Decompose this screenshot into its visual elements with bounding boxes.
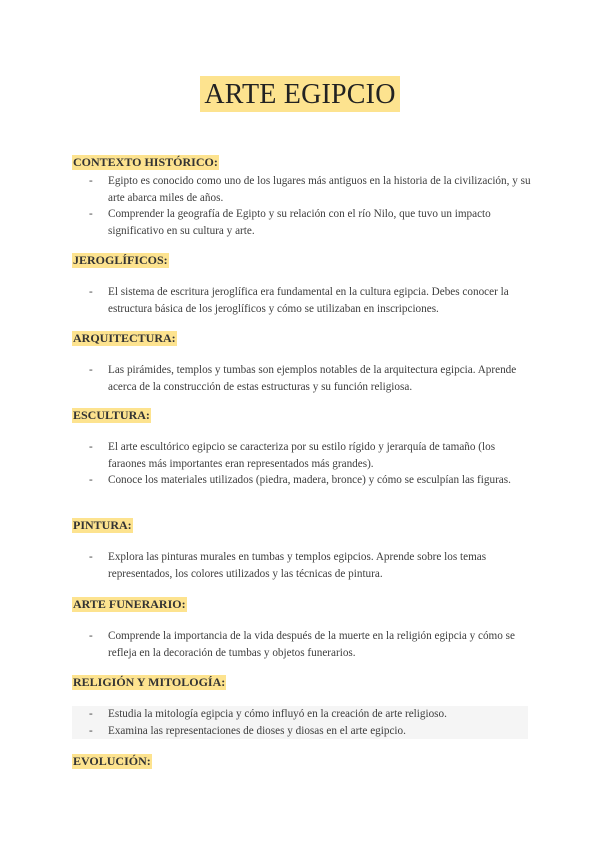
list-item: - Explora las pinturas murales en tumbas y templos egipcios. Aprende sobre los temas representados, los colores utilizados y las técnicas de pintura. [89,551,487,580]
dash-bullet-icon: - [89,441,93,453]
list-item: - Las pirámides, templos y tumbas son ejemplos notables de la arquitectura egipcia. Aprende acerca de la construcción de estas estructuras y su función religiosa. [89,364,517,393]
list-item: - Egipto es conocido como uno de los lugares más antiguos en la historia de la civilización, y su arte abarca miles de años. [89,175,531,204]
section-escultura [72,406,532,489]
dash-bullet-icon: - [89,364,93,376]
section-pintura [72,516,532,582]
list-item: - Comprende la importancia de la vida después de la muerte en la religión egipcia y cómo se refleja en la decoración de tumbas y objetos funerarios. [89,630,515,659]
list-item: - El sistema de escritura jeroglífica era fundamental en la cultura egipcia. Debes conocer la estructura básica de los jeroglíficos y cómo se utilizaban en inscripciones. [89,286,509,315]
dash-bullet-icon: - [89,708,93,720]
section-heading: ARQUITECTURA: [73,331,176,345]
section-heading: ARTE FUNERARIO: [73,597,186,611]
dash-bullet-icon: - [89,724,93,737]
section-jeroglificos [72,251,532,317]
bullet-list [72,439,532,489]
page-title: ARTE EGIPCIO [200,76,399,112]
list-item: - Conoce los materiales utilizados (piedra, madera, bronce) y cómo se esculpían las figuras. [72,472,532,489]
section-heading: CONTEXTO HISTÓRICO: [73,155,218,169]
bullet-list [72,362,532,395]
section-evolucion [72,752,532,770]
section-contexto-historico [72,153,532,239]
bullet-list [72,628,532,661]
section-arquitectura [72,329,532,395]
dash-bullet-icon: - [89,208,93,220]
dash-bullet-icon: - [89,175,93,187]
dash-bullet-icon: - [89,286,93,298]
section-heading: JEROGLÍFICOS: [73,253,168,267]
section-religion-mitologia [72,673,532,739]
bullet-list [72,173,532,239]
title-container [0,76,600,112]
list-item: - Estudia la mitología egipcia y cómo influyó en la creación de arte religioso. [72,706,528,723]
bullet-list [72,284,532,317]
list-item: - Comprender la geografía de Egipto y su relación con el río Nilo, que tuvo un impacto significativo en su cultura y arte. [89,208,491,237]
dash-bullet-icon: - [89,474,93,486]
section-arte-funerario [72,595,532,661]
section-heading: EVOLUCIÓN: [73,754,151,768]
bullet-list [72,706,528,739]
section-heading: RELIGIÓN Y MITOLOGÍA: [73,675,226,689]
dash-bullet-icon: - [89,630,93,642]
dash-bullet-icon: - [89,551,93,563]
bullet-list [72,549,532,582]
section-heading: ESCULTURA: [73,408,150,422]
list-item: - El arte escultórico egipcio se caracteriza por su estilo rígido y jerarquía de tamaño (los faraones más importantes eran representados más grandes). [89,441,496,470]
section-heading: PINTURA: [73,518,132,532]
list-item: - Examina las representaciones de dioses y diosas en el arte egipcio. [72,723,528,740]
